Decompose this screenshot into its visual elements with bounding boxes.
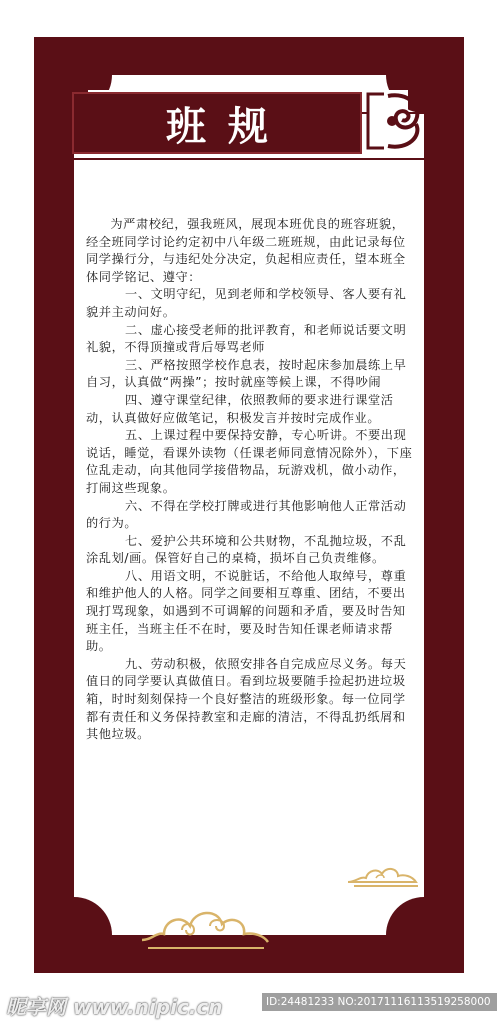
corner-cut-bottom-right (386, 897, 424, 935)
rules-text (86, 216, 416, 744)
rule-item: 二、虚心接受老师的批评教育，和老师说话要文明礼貌，不得顶撞或背后辱骂老师 (86, 322, 407, 355)
rule-item: 六、不得在学校打牌或进行其他影响他人正常活动的行为。 (86, 498, 407, 531)
watermark-id: ID:24481233 NO:20171116113519258000 (262, 993, 497, 1011)
title-banner (72, 92, 362, 154)
rule-item: 五、上课过程中要保持安静，专心听讲。不要出现说话，睡觉，看课外读物（任课老师同意情况除外），下座位乱走动，向其他同学接借物品，玩游戏机，做小动作，打闹这些现象。 (86, 428, 413, 495)
page-title: 班规 (166, 102, 290, 150)
rule-item: 三、严格按照学校作息表，按时起床参加晨练上早自习，认真做“两操”；按时就座等候上课，不得吵闹 (86, 357, 407, 390)
intro-paragraph: 为严肃校纪，强我班风，展现本班优良的班容班貌，经全班同学讨论约定初中八年级二班班规，由此记录每位同学操行分，与违纪处分决定，负起相应责任，望本班全体同学铭记、遵守： (86, 217, 406, 284)
scroll-ornament-right-icon (366, 86, 428, 156)
watermark-logo: 昵享网 www.nipic.cn (6, 995, 223, 1019)
rule-item: 一、文明守纪，见到老师和学校领导、客人要有礼貌并主动问好。 (86, 287, 407, 319)
rule-item: 八、用语文明，不说脏话，不给他人取绰号，尊重和维护他人的人格。同学之间要相互尊重、团结，不要出现打骂现象，如遇到不可调解的问题和矛盾，要及时告知班主任，当班主任不在时，要及时告知任课老师请求帮助。 (86, 568, 407, 654)
cloud-ornament-small-icon (346, 862, 422, 890)
rule-item: 九、劳动积极，依照安排各自完成应尽义务。每天值日的同学要认真做值日。看到垃圾要随手捡起扔进垃圾箱，时时刻刻保持一个良好整洁的班级形象。每一位同学都有责任和义务保持教室和走廊的清洁，不得乱扔纸屑和其他垃圾。 (86, 656, 407, 742)
cloud-ornament-large-icon (138, 896, 274, 956)
rule-item: 七、爱护公共环境和公共财物，不乱抛垃圾，不乱涂乱划/画。保管好自己的桌椅，损坏自己负责维修。 (86, 533, 407, 566)
rule-item: 四、遵守课堂纪律，依照教师的要求进行课堂活动，认真做好应做笔记，积极发言并按时完成作业。 (86, 392, 394, 425)
corner-cut-bottom-left (74, 897, 112, 935)
banner-line-bottom (74, 158, 424, 160)
